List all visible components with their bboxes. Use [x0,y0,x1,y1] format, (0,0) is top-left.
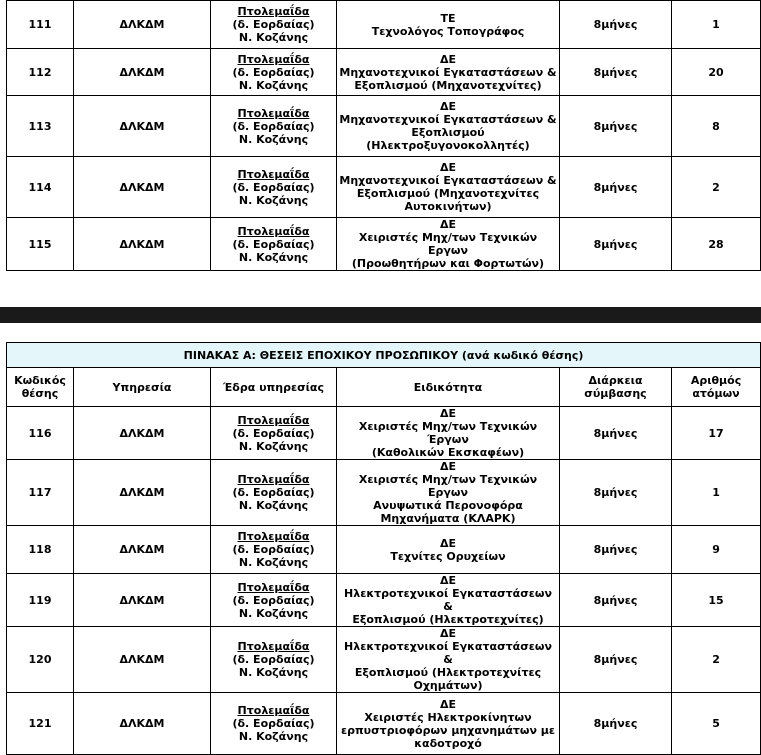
cell-specialty [337,693,560,755]
specialty-line: Ηλεκτροτεχνικοί Εγκαταστάσεων & [344,640,552,666]
specialty-line: Τεχνίτες Ορυχείων [390,549,506,563]
cell-specialty [337,218,560,271]
seat-line: (δ. Εορδαίας) [232,486,315,499]
specialty-line: ΔΕ [439,536,457,550]
seat-line: Πτολεμαΐδα [237,473,310,486]
specialty-line: ΔΕ [439,627,457,640]
specialty-line: ΔΕ [439,218,457,231]
seat-line: Ν. Κοζάνης [238,78,309,92]
seasonal-staff-table [6,342,761,755]
cell-count: 5 [672,693,761,755]
seat-line: (δ. Εορδαίας) [232,653,315,666]
header-seat: Έδρα υπηρεσίας [211,368,337,407]
cell-duration: 8μήνες [560,218,672,271]
seat-line: Πτολεμαΐδα [237,580,310,594]
seat-line: Ν. Κοζάνης [238,31,309,44]
specialty-line: Εξοπλισμού (Ηλεκτροτεχνίτες [354,666,542,679]
cell-duration: 8μήνες [560,627,672,693]
seat-line: (δ. Εορδαίας) [232,717,315,730]
cell-service: ΔΛΚΔΜ [74,157,211,218]
table-row [7,49,761,96]
cell-specialty [337,1,560,49]
header-specialty: Ειδικότητα [337,368,560,407]
cell-count: 9 [672,526,761,574]
cell-seat [211,526,337,574]
cell-seat [211,218,337,271]
seat-line: (δ. Εορδαίας) [232,593,315,607]
specialty-line: Χειριστές Ηλεκτροκίνητων [364,710,532,724]
specialty-line: Μηχανοτεχνικοί Εγκαταστάσεων & [339,174,557,187]
cell-specialty [337,460,560,526]
cell-specialty [337,49,560,96]
specialty-line: ΤΕ [440,11,456,25]
seat-line: Ν. Κοζάνης [238,666,309,679]
cell-code: 113 [7,96,74,157]
specialty-line: ερπυστριοφόρων μηχανημάτων με [340,723,556,737]
cell-specialty [337,627,560,693]
cell-specialty [337,526,560,574]
header-code: Κωδικός θέσης [7,368,74,407]
table-row [7,157,761,218]
table-row [7,218,761,271]
cell-service: ΔΛΚΔΜ [74,574,211,627]
cell-count: 1 [672,460,761,526]
cell-service: ΔΛΚΔΜ [74,1,211,49]
cell-code: 115 [7,218,74,271]
cell-specialty [337,407,560,460]
specialty-line: (Καθολικών Εκσκαφέων) [371,446,525,459]
cell-code: 112 [7,49,74,96]
cell-duration: 8μήνες [560,574,672,627]
seat-line: Πτολεμαΐδα [237,224,310,238]
specialty-line: Μηχανοτεχνικοί Εγκαταστάσεων & [339,65,557,79]
header-duration: Διάρκεια σύμβασης [560,368,672,407]
cell-seat [211,627,337,693]
table-row [7,526,761,574]
table-title: ΠΙΝΑΚΑΣ Α: ΘΕΣΕΙΣ ΕΠΟΧΙΚΟΥ ΠΡΟΣΩΠΙΚΟΥ (ανά κωδικό θέσης) [7,343,761,368]
cell-code: 111 [7,1,74,49]
cell-code: 114 [7,157,74,218]
table-row [7,1,761,49]
table-row [7,96,761,157]
seat-line: Πτολεμαΐδα [237,530,310,543]
specialty-line: ΔΕ [439,460,457,473]
header-service: Υπηρεσία [74,368,211,407]
cell-service: ΔΛΚΔΜ [74,96,211,157]
specialty-line: Εξοπλισμού (Ηλεκτροτεχνίτες) [352,613,544,626]
seat-line: (δ. Εορδαίας) [232,237,315,251]
seat-line: Πτολεμαΐδα [237,167,310,181]
cell-seat [211,157,337,218]
seat-line: Πτολεμαΐδα [237,704,310,717]
cell-seat [211,460,337,526]
specialty-line: ΔΕ [439,407,457,420]
seat-line: Ν. Κοζάνης [238,499,309,512]
cell-duration: 8μήνες [560,526,672,574]
positions-table-continued [6,0,761,271]
seat-line: (δ. Εορδαίας) [232,543,315,556]
cell-service: ΔΛΚΔΜ [74,693,211,755]
cell-seat [211,693,337,755]
cell-specialty [337,574,560,627]
table-row [7,574,761,627]
seat-line: (δ. Εορδαίας) [232,180,315,194]
cell-service: ΔΛΚΔΜ [74,627,211,693]
seat-line: Ν. Κοζάνης [238,193,309,207]
specialty-line: Εξοπλισμού (Μηχανοτεχνίτες) [354,78,542,92]
seat-line: Ν. Κοζάνης [238,132,309,146]
seat-line: (δ. Εορδαίας) [232,119,315,133]
specialty-line: (Προωθητήρων και Φορτωτών) [351,257,545,270]
cell-count: 2 [672,157,761,218]
specialty-line: ΔΕ [439,574,457,587]
cell-seat [211,1,337,49]
cell-count: 2 [672,627,761,693]
cell-count: 28 [672,218,761,271]
seat-line: Πτολεμαΐδα [237,52,310,66]
table-row [7,460,761,526]
cell-code: 121 [7,693,74,755]
cell-code: 116 [7,407,74,460]
cell-seat [211,407,337,460]
specialty-line: Οχημάτων) [413,679,483,692]
seat-line: Ν. Κοζάνης [238,439,309,453]
cell-duration: 8μήνες [560,407,672,460]
cell-count: 20 [672,49,761,96]
specialty-line: Μηχανοτεχνικοί Εγκαταστάσεων & [339,113,557,126]
specialty-line: (Ηλεκτροξυγονοκολλητές) [366,139,530,152]
cell-code: 120 [7,627,74,693]
cell-service: ΔΛΚΔΜ [74,407,211,460]
cell-code: 119 [7,574,74,627]
seat-line: Πτολεμαΐδα [237,413,310,427]
specialty-line: Ηλεκτροτεχνικοί Εγκαταστάσεων & [344,587,552,613]
cell-seat [211,49,337,96]
cell-code: 117 [7,460,74,526]
seat-line: Πτολεμαΐδα [237,5,310,18]
specialty-line: ΔΕ [439,100,457,113]
cell-service: ΔΛΚΔΜ [74,526,211,574]
table-row [7,693,761,755]
cell-count: 8 [672,96,761,157]
seat-line: Ν. Κοζάνης [238,250,309,264]
specialty-line: καδοτροχό [414,736,482,750]
table-row [7,407,761,460]
seat-line: (δ. Εορδαίας) [232,18,315,31]
specialty-line: ΔΕ [439,697,457,711]
specialty-line: Ανυψωτικά Περονοφόρα [373,499,523,512]
cell-duration: 8μήνες [560,693,672,755]
table-row [7,627,761,693]
cell-specialty [337,157,560,218]
cell-service: ΔΛΚΔΜ [74,49,211,96]
header-count: Αριθμός ατόμων [672,368,761,407]
specialty-line: Χειριστές Μηχ/των Τεχνικών Εργων [358,473,538,499]
specialty-line: Εξοπλισμού (Μηχανοτεχνίτες [356,187,540,200]
cell-duration: 8μήνες [560,460,672,526]
cell-seat [211,574,337,627]
cell-duration: 8μήνες [560,1,672,49]
cell-specialty [337,96,560,157]
specialty-line: Τεχνολόγος Τοπογράφος [371,24,525,38]
cell-count: 1 [672,1,761,49]
specialty-line: Εξοπλισμού [411,126,485,139]
cell-service: ΔΛΚΔΜ [74,460,211,526]
cell-count: 17 [672,407,761,460]
specialty-line: Χειριστές Μηχ/των Τεχνικών Έργων [358,420,538,446]
specialty-line: Χειριστές Μηχ/των Τεχνικών Εργων [358,231,538,257]
seat-line: (δ. Εορδαίας) [232,426,315,440]
cell-duration: 8μήνες [560,96,672,157]
seat-line: Ν. Κοζάνης [238,556,309,569]
seat-line: Ν. Κοζάνης [238,730,309,743]
cell-duration: 8μήνες [560,49,672,96]
seat-line: Πτολεμαΐδα [237,106,310,120]
cell-duration: 8μήνες [560,157,672,218]
cell-code: 118 [7,526,74,574]
specialty-line: Αυτοκινήτων) [404,200,492,213]
seat-line: Ν. Κοζάνης [238,606,309,620]
specialty-line: Μηχανήματα (ΚΛΑΡΚ) [380,512,516,525]
cell-service: ΔΛΚΔΜ [74,218,211,271]
specialty-line: ΔΕ [439,161,457,174]
specialty-line: ΔΕ [439,52,457,66]
page-separator-band [0,307,761,323]
seat-line: Πτολεμαΐδα [237,640,310,653]
seat-line: (δ. Εορδαίας) [232,65,315,79]
cell-count: 15 [672,574,761,627]
cell-seat [211,96,337,157]
